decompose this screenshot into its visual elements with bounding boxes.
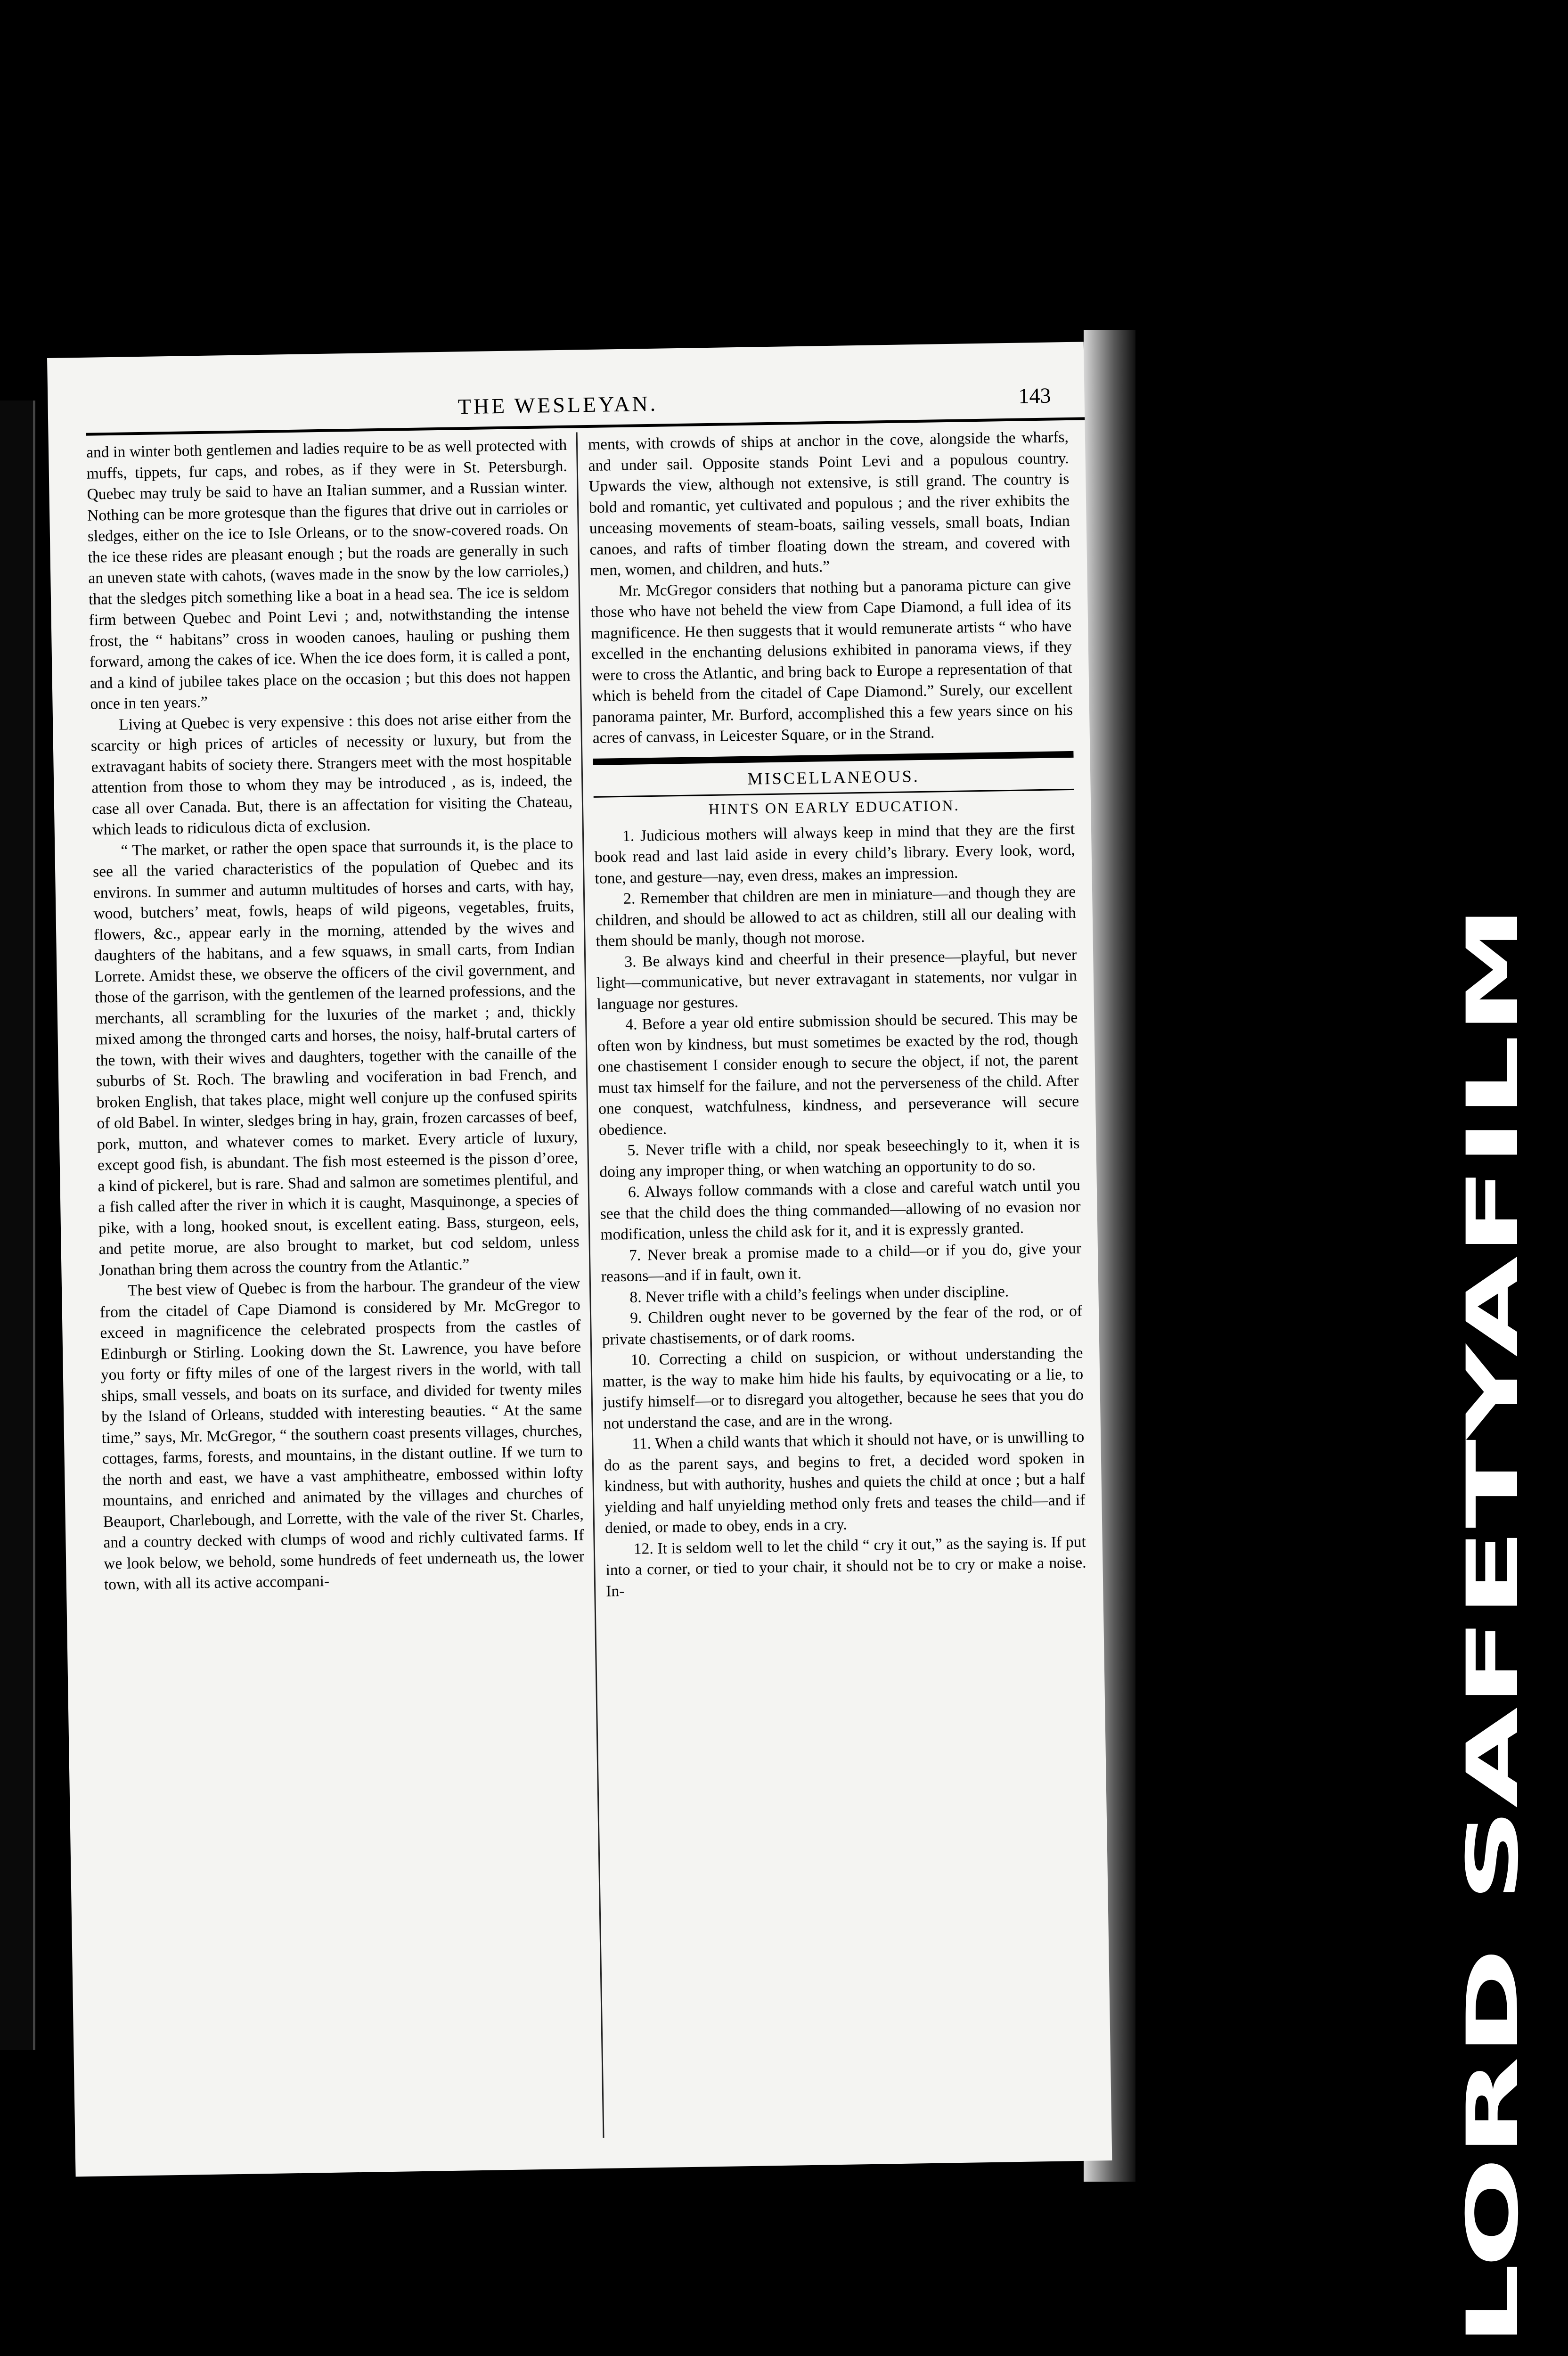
hint-item: 8. Never trifle with a child’s feelings when under discipline. [629,1282,1009,1306]
hint-item: 1. Judicious mothers will always keep in mind that they are the first book read and last laid aside in every child’s library. Every look, word, tone, and gesture—nay, even dress, makes an impression. [594,820,1075,887]
section-rule [593,751,1073,765]
hint-item: 7. Never break a promise made to a child—or if you do, give your reasons—and if in fault, own it. [601,1239,1082,1285]
paragraph: The best view of Quebec is from the harbour. The grandeur of the view from the citadel of Cape Diamond is considered by Mr. McGregor to exceed in magnificence the celebrated prospects from the castles of Edinburgh or Stirling. Looking down the St. Lawrence, you have before you forty or fifty miles of one of the largest rivers in the world, with tall ships, small vessels, and boats on its surface, and divided for twenty miles by the Island of Orleans, studded with interesting beauties. “ At the same time,” says, Mr. McGregor, “ the southern coast presents villages, churches, cottages, farms, forests, and mountains, in the distant outline. If we turn to the north and east, we have a vast amphitheatre, embossed within lofty mountains, and enriched and animated by the villages and churches of Beauport, Charlebough, and Lorrette, with the vale of the river St. Charles, and a country decked with clumps of wood and richly cultivated farms. If we look below, we behold, some hundreds of feet underneath us, the lower town, with all its active accompani- [99,1275,585,1594]
article-title: HINTS ON EARLY EDUCATION. [708,796,960,818]
right-column [588,427,1087,1602]
header-title: THE WESLEYAN. [457,391,658,419]
hint-item: 2. Remember that children are men in miniature—and though they are children, and should be allowed to act as children, still all our dealing with them should be manly, though not morose. [595,883,1077,950]
paragraph: ments, with crowds of ships at anchor in the cove, alongside the wharfs, and under sail. Opposite stands Point Levi and a populous country. Upwards the view, although not extensive, is still grand. The country is bold and romantic, yet cultivated and populous ; and the river exhibits the unceasing movements of steam-boats, sailing vessels, small boats, Indian canoes, and rafts of timber floating down the stream, and covered with men, women, and children, and huts.” [588,428,1070,579]
paragraph: Living at Quebec is very expensive : this does not arise either from the scarcity or high prices of articles of necessity or luxury, but from the extravagant habits of society there. Strangers meet with the most hospitable attention from those to whom they may be introduced , as is, indeed, the case all over Canada. But, there is an affectation for visiting the Chateau, which leads to ridiculous dicta of exclusion. [90,709,573,839]
paragraph: and in winter both gentlemen and ladies require to be as well protected with muffs, tippets, fur caps, and robes, as if they were in St. Petersburgh. Quebec may truly be said to have an Italian summer, and a Russian winter. Nothing can be more grotesque than the figures that drive out in carrioles or sledges, either on the ice to Isle Orleans, or to the snow-covered roads. On the ice these rides are pleasant enough ; but the roads are generally in such an uneven state with cahots, (waves made in the snow by the low carrioles,) that the sledges pitch something like a boat in a head sea. The ice is seldom firm between Quebec and Point Levi ; and, notwithstanding the intense frost, the “ habitans” cross in wooden canoes, hauling or pushing them forward, among the cakes of ice. When the ice does form, it is called a pont, and a kind of jubilee takes place on the occasion ; but this does not happen once in ten years.” [86,436,571,713]
page-header [48,383,1084,419]
watermark-glyphs [1452,886,1550,2356]
hint-item: 3. Be always kind and cheerful in their presence—playful, but never light—communicative, but never extravagant in statements, nor vulgar in language nor gestures. [596,946,1078,1013]
hint-item: 9. Children ought never to be governed by the fear of the rod, or of private chastisements, or of dark rooms. [602,1302,1083,1349]
hint-item: 6. Always follow commands with a close and careful watch until you see that the child does the thing commanded—allowing of no evasion nor modification, unless the child ask for it, and it is expressly granted. [600,1176,1081,1243]
paragraph: “ The market, or rather the open space that surrounds it, is the place to see all the varied characteristics of the population of Quebec and its environs. In summer and autumn multitudes of horses and carts, with hay, wood, butchers’ meat, fowls, heaps of wild pigeons, vegetables, fruits, flowers, &c., appear early in the morning, attended by the wives and daughters of the habitans, and a few squaws, in small carts, from Indian Lorrete. Amidst these, we observe the officers of the civil government, and those of the garrison, with the gentlemen of the learned professions, and the merchants, all scrambling for the luxuries of the market ; and, thickly mixed among the thronged carts and horses, the noisy, half-brutal carters of the town, with their wives and daughters, together with the canaille of the suburbs of St. Roch. The brawling and vociferation in bad French, and broken English, that takes place, might well conjure up the confused spirits of old Babel. In winter, sledges bring in hay, grain, frozen carcasses of beef, pork, mutton, and whatever comes to market. Every article of luxury, except good fish, is abundant. The fish most esteemed is the pisson d’oree, a kind of pickerel, but is rare. Shad and salmon are sometimes plentiful, and a fish called after the river in which it is caught, Masquinonge, a species of pike, with a long, hooked snout, is excellent eating. Bass, sturgeon, eels, and petite morue, are also brought to market, but cod seldom, unless Jonathan bring them across the country from the Atlantic.” [92,834,580,1279]
hint-item: 10. Correcting a child on suspicion, or without understanding the matter, is the way to make him hide his faults, by equivocating or a lie, to justify himself—or to disregard you altogether, because he sees that you do not understand the case, and are in the wrong. [602,1344,1084,1432]
section-title: MISCELLANEOUS. [747,766,920,788]
hint-item: 11. When a child wants that which it should not have, or is unwilling to do as the parent says, and begins to fret, a decided word spoken in kindness, but with authority, hushes and quiets the child at once ; but a half yielding and half unyielding method only frets and teases the child—and if denied, or made to obey, ends in a cry. [604,1428,1086,1537]
page-number: 143 [1018,383,1051,408]
left-column [86,435,585,1595]
film-edge [0,401,35,2050]
watermark-text: LORD SAFETYAFILM [1452,1567,1534,2347]
paragraph: Mr. McGregor considers that nothing but a panorama picture can give those who have not beheld the view from Cape Diamond, a full idea of its magnificence. He then suggests that it would remunerate artists “ who have excelled in the enchanting delusions exhibited in panorama views, if they were to cross the Atlantic, and bring back to Europe a representation of that which is beheld from the citadel of Cape Diamond.” Surely, our excellent panorama painter, Mr. Burford, accomplished this a few years since on his acres of canvass, in Leicester Square, or in the Strand. [590,575,1073,747]
hint-item: 12. It is seldom well to let the child “ cry it out,” as the saying is. If put into a corner, or tied to your chair, it should not be to cry or make a noise. In- [605,1533,1086,1600]
hint-item: 4. Before a year old entire submission should be secured. This may be often won by kindness, but must sometimes be exacted by the rod, though one chastisement I consider enough to secure the object, if not, the parent must tax himself for the failure, and not the perverseness of the child. After one conquest, watchfulness, kindness, and perseverance will secure obedience. [597,1008,1079,1139]
hint-item: 5. Never trifle with a child, nor speak beseechingly to it, when it is doing any improper thing, or when watching an opportunity to do so. [599,1134,1080,1181]
newspaper-page [47,342,1112,2176]
film-watermark [1452,886,1550,2356]
